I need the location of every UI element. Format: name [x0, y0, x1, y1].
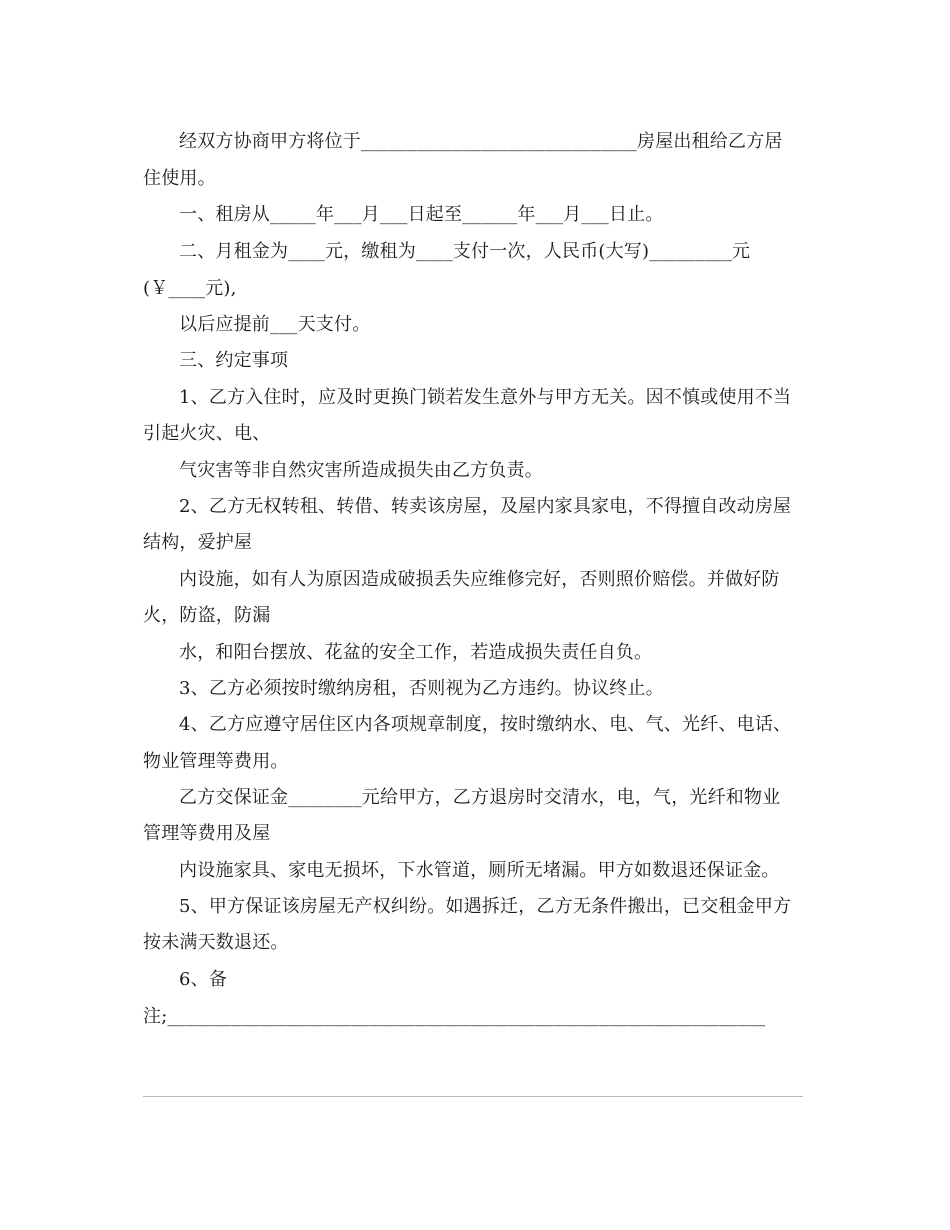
deposit-line-2: 管理等费用及屋 [143, 823, 271, 844]
item-2-line-3: 内设施，如有人为原因造成破损丢失应维修完好，否则照价赔偿。并做好防 [179, 569, 780, 590]
paragraph-intro-line-1: 经双方协商甲方将位于______________________________房屋出租给乙方居 [179, 131, 783, 152]
item-3-line-1: 3、乙方必须按时缴纳房租，否则视为乙方违约。协议终止。 [179, 678, 664, 699]
item-6-line-1: 6、备 [179, 969, 228, 990]
item-2-line-2: 结构，爱护屋 [143, 532, 253, 553]
item-4-line-1: 4、乙方应遵守居住区内各项规章制度，按时缴纳水、电、气、光纤、电话、 [179, 714, 792, 735]
paragraph-intro-line-2: 住使用。 [143, 168, 216, 189]
deposit-line-1: 乙方交保证金________元给甲方，乙方退房时交清水，电，气，光纤和物业 [179, 787, 781, 808]
item-5-line-2: 按未满天数退还。 [143, 932, 289, 953]
clause-2-payment-advance: 以后应提前___天支付。 [179, 314, 371, 335]
item-1-line-1: 1、乙方入住时，应及时更换门锁若发生意外与甲方无关。因不慎或使用不当 [179, 387, 792, 408]
item-5-line-1: 5、甲方保证该房屋无产权纠纷。如遇拆迁，乙方无条件搬出，已交租金甲方 [179, 896, 792, 917]
clause-2-rent-line-1: 二、月租金为____元，缴租为____支付一次，人民币(大写)_________元 [179, 241, 751, 262]
item-4-line-2: 物业管理等费用。 [143, 751, 289, 772]
footer-divider [143, 1096, 803, 1097]
item-6-remarks-line: 注;_________________________________________________________________ [143, 1006, 766, 1027]
deposit-line-3: 内设施家具、家电无损坏，下水管道，厕所无堵漏。甲方如数退还保证金。 [179, 860, 780, 881]
item-1-line-2: 引起火灾、电、 [143, 423, 271, 444]
item-2-line-5: 水，和阳台摆放、花盆的安全工作，若造成损失责任自负。 [179, 642, 653, 663]
item-2-line-4: 火，防盗，防漏 [143, 605, 271, 626]
item-2-line-1: 2、乙方无权转租、转借、转卖该房屋，及屋内家具家电，不得擅自改动房屋 [179, 496, 792, 517]
clause-2-rent-line-2: (￥____元), [143, 278, 237, 299]
clause-1-rental-period: 一、租房从_____年___月___日起至______年___月___日止。 [179, 204, 664, 225]
item-1-line-3: 气灾害等非自然灾害所造成损失由乙方负责。 [179, 460, 543, 481]
section-3-heading: 三、约定事项 [179, 350, 289, 371]
